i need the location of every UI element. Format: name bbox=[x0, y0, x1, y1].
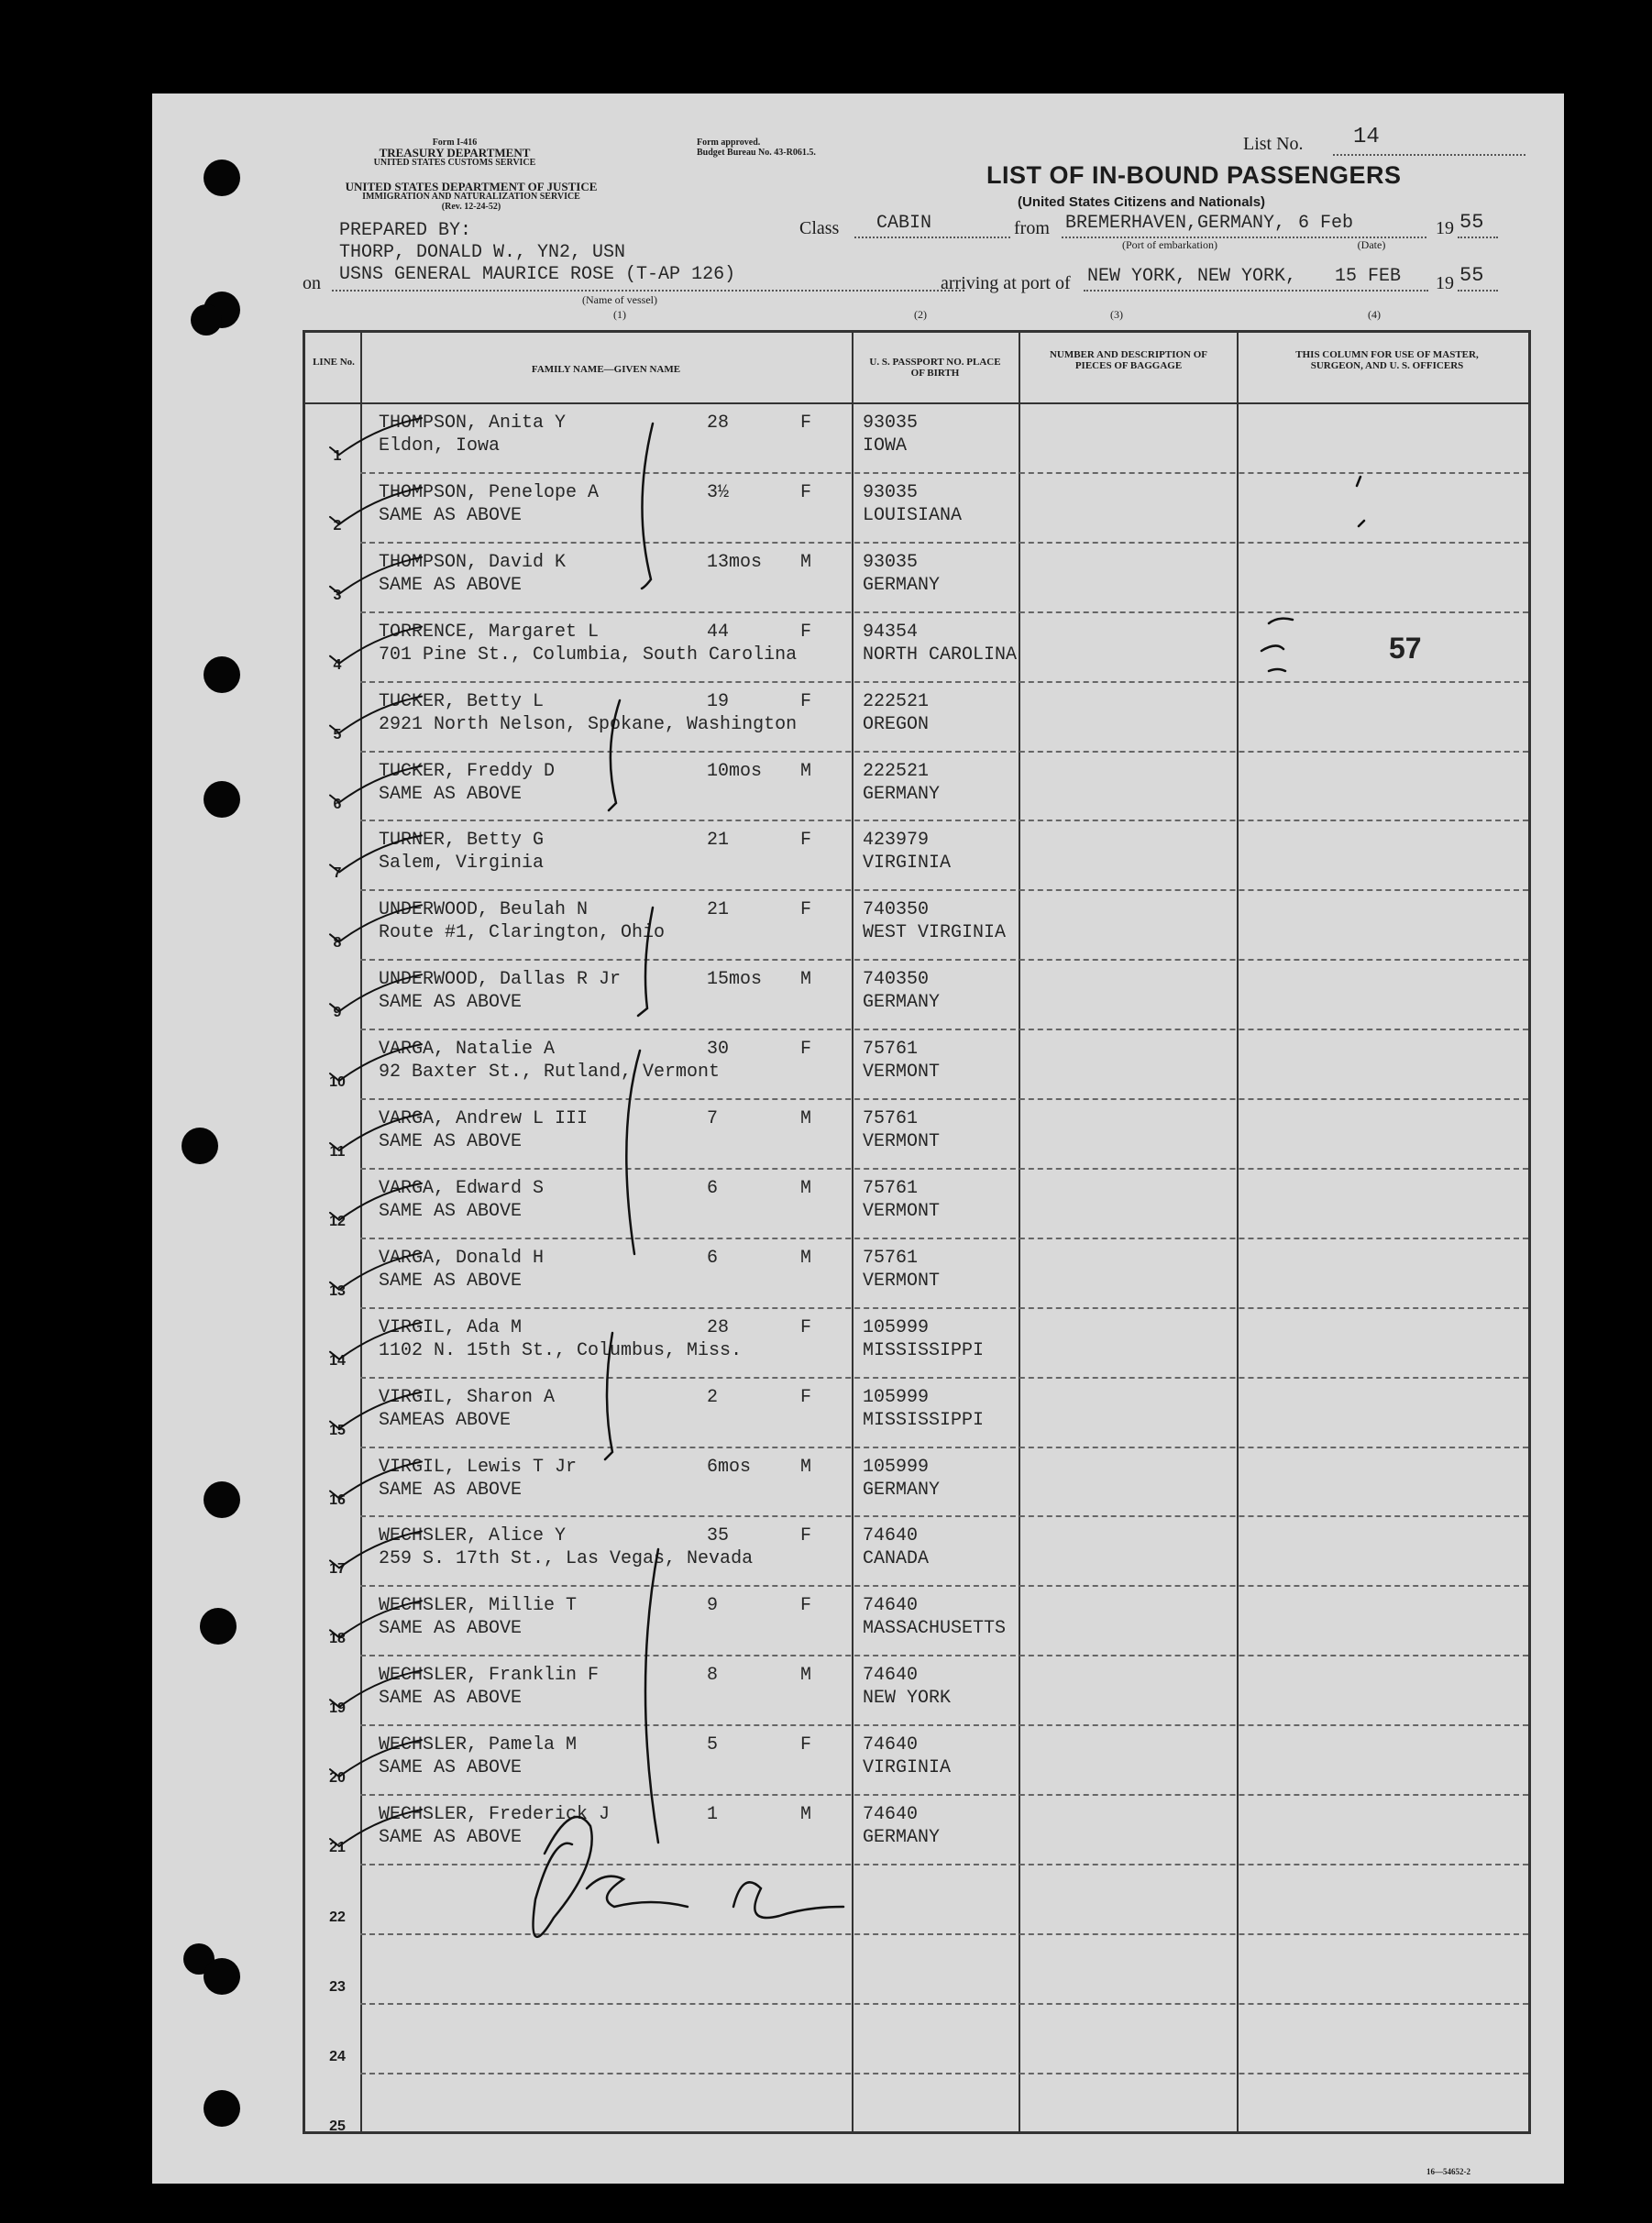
line-number: 21 bbox=[329, 1840, 346, 1855]
age: 8 bbox=[707, 1665, 719, 1687]
family-given-name: TUCKER, Betty L bbox=[379, 690, 545, 712]
passport-number: 93035 bbox=[863, 551, 919, 573]
year-prefix-2: 19 bbox=[1436, 273, 1454, 293]
punch-hole bbox=[182, 1128, 218, 1164]
table-row bbox=[305, 1798, 1528, 1867]
age: 28 bbox=[707, 1316, 730, 1338]
sex: F bbox=[800, 1595, 812, 1617]
passport-number: 74640 bbox=[863, 1595, 919, 1617]
sex: F bbox=[800, 899, 812, 921]
punch-hole bbox=[191, 304, 222, 336]
passport-number: 222521 bbox=[863, 760, 930, 782]
line-number: 13 bbox=[329, 1282, 346, 1299]
sex: M bbox=[800, 1665, 812, 1687]
table-row bbox=[305, 1589, 1528, 1658]
ins-service: IMMIGRATION AND NATURALIZATION SERVICE bbox=[362, 192, 580, 202]
line-number: 17 bbox=[329, 1561, 346, 1578]
age: 9 bbox=[707, 1595, 719, 1617]
family-given-name: VIRGIL, Sharon A bbox=[379, 1386, 556, 1408]
place-of-birth: MASSACHUSETTS bbox=[863, 1618, 1007, 1640]
row-divider bbox=[360, 611, 1528, 613]
table-row bbox=[305, 1032, 1528, 1102]
arrival-port: NEW YORK, NEW YORK, bbox=[1087, 266, 1297, 287]
line-number: 16 bbox=[329, 1491, 346, 1508]
address: 701 Pine St., Columbia, South Carolina bbox=[379, 644, 798, 666]
line-number: 20 bbox=[329, 1770, 346, 1787]
budget-bureau: Budget Bureau No. 43-R061.5. bbox=[697, 148, 816, 158]
year-1-line bbox=[1458, 237, 1498, 238]
age: 21 bbox=[707, 899, 730, 921]
sex: M bbox=[800, 551, 812, 573]
vessel-name: USNS GENERAL MAURICE ROSE (T-AP 126) bbox=[339, 264, 736, 285]
treasury-dept: TREASURY DEPARTMENT bbox=[379, 146, 531, 160]
age: 13mos bbox=[707, 551, 763, 573]
passport-number: 74640 bbox=[863, 1804, 919, 1825]
family-given-name: WECHSLER, Alice Y bbox=[379, 1525, 567, 1547]
age: 7 bbox=[707, 1108, 719, 1129]
line-number: 22 bbox=[329, 1909, 346, 1925]
place-of-birth: GERMANY bbox=[863, 783, 941, 805]
justice-block bbox=[297, 182, 645, 212]
address: SAME AS ABOVE bbox=[379, 1200, 523, 1222]
sex: M bbox=[800, 1177, 812, 1199]
arrival-line bbox=[1084, 290, 1428, 292]
address: SAME AS ABOVE bbox=[379, 992, 523, 1014]
family-given-name: TURNER, Betty G bbox=[379, 830, 545, 852]
punch-hole bbox=[204, 656, 240, 693]
table-row bbox=[305, 1311, 1528, 1381]
year-1: 55 bbox=[1459, 211, 1484, 234]
place-of-birth: CANADA bbox=[863, 1548, 930, 1570]
place-of-birth: MISSISSIPPI bbox=[863, 1409, 985, 1431]
age: 10mos bbox=[707, 760, 763, 782]
family-given-name: WECHSLER, Frederick J bbox=[379, 1804, 611, 1825]
age: 3½ bbox=[707, 481, 730, 503]
sex: F bbox=[800, 413, 812, 434]
line-number: 23 bbox=[329, 1978, 346, 1995]
age: 30 bbox=[707, 1039, 730, 1061]
table-row bbox=[305, 1867, 1528, 1937]
passport-number: 423979 bbox=[863, 830, 930, 852]
place-of-birth: GERMANY bbox=[863, 992, 941, 1014]
sex: F bbox=[800, 1734, 812, 1756]
address: SAME AS ABOVE bbox=[379, 783, 523, 805]
passport-number: 75761 bbox=[863, 1039, 919, 1061]
family-given-name: THOMPSON, Anita Y bbox=[379, 413, 567, 434]
table-row bbox=[305, 1728, 1528, 1798]
passport-number: 93035 bbox=[863, 481, 919, 503]
address: 92 Baxter St., Rutland, Vermont bbox=[379, 1062, 721, 1084]
family-given-name: WECHSLER, Franklin F bbox=[379, 1665, 600, 1687]
table-row bbox=[305, 1519, 1528, 1589]
page-title: LIST OF IN-BOUND PASSENGERS bbox=[986, 161, 1402, 189]
list-no-value: 14 bbox=[1353, 125, 1380, 149]
sex: M bbox=[800, 1247, 812, 1269]
place-of-birth: VERMONT bbox=[863, 1131, 941, 1152]
row-divider bbox=[360, 1029, 1528, 1030]
form-approved: Form approved. bbox=[697, 138, 761, 148]
sex: M bbox=[800, 1456, 812, 1478]
passport-number: 105999 bbox=[863, 1386, 930, 1408]
handwritten-annotation: 57 bbox=[1389, 632, 1422, 665]
age: 21 bbox=[707, 830, 730, 852]
row-divider bbox=[360, 1585, 1528, 1587]
line-number: 12 bbox=[329, 1213, 346, 1229]
age: 35 bbox=[707, 1525, 730, 1547]
header-divider bbox=[305, 402, 1528, 404]
table-row bbox=[305, 754, 1528, 824]
row-divider bbox=[360, 1307, 1528, 1309]
class-line bbox=[854, 237, 1010, 238]
preparer-name: THORP, DONALD W., YN2, USN bbox=[339, 242, 626, 263]
line-number: 25 bbox=[329, 2118, 346, 2134]
address: 2921 North Nelson, Spokane, Washington bbox=[379, 713, 798, 735]
line-number: 11 bbox=[329, 1144, 346, 1160]
sex: F bbox=[800, 690, 812, 712]
age: 5 bbox=[707, 1734, 719, 1756]
row-divider bbox=[360, 2003, 1528, 2005]
table-row bbox=[305, 1102, 1528, 1172]
list-no-line bbox=[1333, 154, 1525, 156]
place-of-birth: GERMANY bbox=[863, 574, 941, 596]
age: 6 bbox=[707, 1247, 719, 1269]
place-of-birth: VIRGINIA bbox=[863, 853, 952, 875]
row-divider bbox=[360, 542, 1528, 544]
page-subtitle: (United States Citizens and Nationals) bbox=[1018, 194, 1266, 210]
family-given-name: WECHSLER, Pamela M bbox=[379, 1734, 578, 1756]
row-divider bbox=[360, 1864, 1528, 1865]
table-row bbox=[305, 406, 1528, 476]
passport-number: 222521 bbox=[863, 690, 930, 712]
col-name: FAMILY NAME—GIVEN NAME bbox=[531, 364, 681, 375]
table-row bbox=[305, 2007, 1528, 2076]
row-divider bbox=[360, 820, 1528, 821]
age: 6mos bbox=[707, 1456, 752, 1478]
footer-code: 16—54652-2 bbox=[1426, 2167, 1470, 2176]
address: SAME AS ABOVE bbox=[379, 1131, 523, 1152]
row-divider bbox=[360, 1168, 1528, 1170]
col-num-3: (3) bbox=[1110, 308, 1123, 321]
row-divider bbox=[360, 1238, 1528, 1239]
row-divider bbox=[360, 1794, 1528, 1796]
place-of-birth: VIRGINIA bbox=[863, 1757, 952, 1779]
place-of-birth: VERMONT bbox=[863, 1200, 941, 1222]
sex: F bbox=[800, 481, 812, 503]
place-of-birth: OREGON bbox=[863, 713, 930, 735]
punch-hole bbox=[204, 160, 240, 196]
list-no-label: List No. bbox=[1243, 134, 1304, 154]
row-divider bbox=[360, 2073, 1528, 2074]
age: 6 bbox=[707, 1177, 719, 1199]
vessel-caption: (Name of vessel) bbox=[582, 293, 657, 306]
passport-number: 75761 bbox=[863, 1247, 919, 1269]
table-row bbox=[305, 615, 1528, 685]
line-number: 8 bbox=[333, 935, 342, 952]
line-number: 14 bbox=[329, 1352, 346, 1369]
arriving-label: arriving at port of bbox=[941, 273, 1071, 293]
prepared-by-label: PREPARED BY: bbox=[339, 220, 472, 241]
line-number: 2 bbox=[333, 517, 342, 534]
form-number: Form I-416 bbox=[432, 138, 478, 148]
row-divider bbox=[360, 1447, 1528, 1448]
line-number: 18 bbox=[329, 1631, 346, 1647]
row-divider bbox=[360, 889, 1528, 891]
place-of-birth: GERMANY bbox=[863, 1827, 941, 1848]
address: SAME AS ABOVE bbox=[379, 1479, 523, 1501]
sex: M bbox=[800, 1804, 812, 1825]
table-row bbox=[305, 1450, 1528, 1520]
passport-number: 105999 bbox=[863, 1316, 930, 1338]
line-number: 9 bbox=[333, 1005, 342, 1021]
col-line-no: LINE No. bbox=[313, 357, 355, 368]
passport-number: 75761 bbox=[863, 1177, 919, 1199]
place-of-birth: LOUISIANA bbox=[863, 504, 963, 526]
row-divider bbox=[360, 1655, 1528, 1656]
age: 15mos bbox=[707, 969, 763, 991]
table-row bbox=[305, 893, 1528, 963]
age: 19 bbox=[707, 690, 730, 712]
age: 2 bbox=[707, 1386, 719, 1408]
punch-hole bbox=[200, 1608, 237, 1645]
punch-hole bbox=[204, 1481, 240, 1518]
row-divider bbox=[360, 1377, 1528, 1379]
sex: F bbox=[800, 1386, 812, 1408]
punch-hole bbox=[204, 2090, 240, 2127]
address: SAME AS ABOVE bbox=[379, 1757, 523, 1779]
embark-caption: (Port of embarkation) bbox=[1122, 238, 1217, 251]
sex: F bbox=[800, 621, 812, 643]
table-row bbox=[305, 545, 1528, 615]
place-of-birth: NORTH CAROLINA bbox=[863, 644, 1018, 666]
row-divider bbox=[360, 751, 1528, 753]
place-of-birth: VERMONT bbox=[863, 1270, 941, 1292]
family-given-name: TORRENCE, Margaret L bbox=[379, 621, 600, 643]
passenger-table bbox=[303, 330, 1531, 2134]
table-row bbox=[305, 823, 1528, 893]
justice-dept: UNITED STATES DEPARTMENT OF JUSTICE bbox=[345, 180, 598, 193]
vessel-col-num: (1) bbox=[613, 308, 626, 321]
table-row bbox=[305, 2076, 1528, 2146]
row-divider bbox=[360, 1515, 1528, 1517]
family-given-name: VIRGIL, Lewis T Jr bbox=[379, 1456, 578, 1478]
form-id-block bbox=[363, 138, 546, 168]
family-given-name: UNDERWOOD, Dallas R Jr bbox=[379, 969, 622, 991]
family-given-name: VARGA, Donald H bbox=[379, 1247, 545, 1269]
place-of-birth: MISSISSIPPI bbox=[863, 1339, 985, 1361]
family-given-name: VARGA, Andrew L III bbox=[379, 1108, 589, 1129]
address: Route #1, Clarington, Ohio bbox=[379, 922, 666, 944]
table-row bbox=[305, 1658, 1528, 1728]
line-number: 5 bbox=[333, 726, 342, 743]
punch-hole bbox=[204, 781, 240, 818]
row-divider bbox=[360, 959, 1528, 961]
col-num-2: (2) bbox=[914, 308, 927, 321]
family-given-name: THOMPSON, Penelope A bbox=[379, 481, 600, 503]
line-number: 7 bbox=[333, 865, 342, 882]
table-row bbox=[305, 963, 1528, 1032]
line-number: 15 bbox=[329, 1422, 346, 1438]
col-officers: THIS COLUMN FOR USE OF MASTER, SURGEON, AND U. S. OFFICERS bbox=[1295, 349, 1479, 371]
passport-number: 105999 bbox=[863, 1456, 930, 1478]
sex: M bbox=[800, 969, 812, 991]
on-label: on bbox=[303, 273, 321, 293]
embark-port: BREMERHAVEN,GERMANY, bbox=[1065, 213, 1286, 234]
address: Eldon, Iowa bbox=[379, 435, 501, 457]
row-divider bbox=[360, 472, 1528, 474]
place-of-birth: WEST VIRGINIA bbox=[863, 922, 1007, 944]
family-given-name: THOMPSON, David K bbox=[379, 551, 567, 573]
address: SAME AS ABOVE bbox=[379, 1688, 523, 1710]
class-value: CABIN bbox=[876, 213, 932, 234]
col-passport: U. S. PASSPORT NO. PLACE OF BIRTH bbox=[869, 357, 1001, 379]
row-divider bbox=[360, 681, 1528, 683]
row-divider bbox=[360, 1724, 1528, 1726]
sex: F bbox=[800, 830, 812, 852]
year-2-line bbox=[1458, 290, 1498, 292]
table-row bbox=[305, 1172, 1528, 1241]
line-number: 24 bbox=[329, 2048, 346, 2064]
address: SAME AS ABOVE bbox=[379, 574, 523, 596]
family-given-name: VARGA, Natalie A bbox=[379, 1039, 556, 1061]
age: 44 bbox=[707, 621, 730, 643]
row-divider bbox=[360, 1933, 1528, 1935]
address: SAME AS ABOVE bbox=[379, 1618, 523, 1640]
sex: F bbox=[800, 1316, 812, 1338]
place-of-birth: VERMONT bbox=[863, 1062, 941, 1084]
class-label: Class bbox=[799, 218, 840, 238]
line-number: 6 bbox=[333, 796, 342, 812]
sex: F bbox=[800, 1525, 812, 1547]
passport-number: 74640 bbox=[863, 1734, 919, 1756]
revision-date: (Rev. 12-24-52) bbox=[441, 202, 501, 212]
place-of-birth: GERMANY bbox=[863, 1479, 941, 1501]
family-given-name: TUCKER, Freddy D bbox=[379, 760, 556, 782]
passport-number: 94354 bbox=[863, 621, 919, 643]
family-given-name: UNDERWOOD, Beulah N bbox=[379, 899, 589, 921]
vessel-line bbox=[332, 290, 964, 292]
date-caption: (Date) bbox=[1357, 238, 1386, 251]
address: 1102 N. 15th St., Columbus, Miss. bbox=[379, 1339, 743, 1361]
place-of-birth: IOWA bbox=[863, 435, 908, 457]
table-row bbox=[305, 1381, 1528, 1450]
approval-block bbox=[697, 138, 816, 158]
line-number: 1 bbox=[333, 448, 342, 464]
address: Salem, Virginia bbox=[379, 853, 545, 875]
family-given-name: VARGA, Edward S bbox=[379, 1177, 545, 1199]
address: SAME AS ABOVE bbox=[379, 1827, 523, 1848]
table-row bbox=[305, 1241, 1528, 1311]
sex: M bbox=[800, 1108, 812, 1129]
year-prefix-1: 19 bbox=[1436, 218, 1454, 238]
line-number: 3 bbox=[333, 587, 342, 603]
place-of-birth: NEW YORK bbox=[863, 1688, 952, 1710]
sex: M bbox=[800, 760, 812, 782]
table-row bbox=[305, 476, 1528, 545]
family-given-name: WECHSLER, Millie T bbox=[379, 1595, 578, 1617]
address: SAME AS ABOVE bbox=[379, 504, 523, 526]
address: SAMEAS ABOVE bbox=[379, 1409, 512, 1431]
row-divider bbox=[360, 1098, 1528, 1100]
passport-number: 740350 bbox=[863, 899, 930, 921]
table-row bbox=[305, 685, 1528, 754]
sex: F bbox=[800, 1039, 812, 1061]
customs-service: UNITED STATES CUSTOMS SERVICE bbox=[373, 158, 536, 168]
passport-number: 93035 bbox=[863, 413, 919, 434]
line-number: 4 bbox=[333, 656, 342, 673]
punch-hole bbox=[204, 1958, 240, 1995]
year-2: 55 bbox=[1459, 264, 1484, 287]
age: 1 bbox=[707, 1804, 719, 1825]
address: SAME AS ABOVE bbox=[379, 1270, 523, 1292]
passport-number: 75761 bbox=[863, 1108, 919, 1129]
col-num-4: (4) bbox=[1368, 308, 1381, 321]
passport-number: 74640 bbox=[863, 1665, 919, 1687]
passport-number: 74640 bbox=[863, 1525, 919, 1547]
line-number: 10 bbox=[329, 1074, 346, 1091]
col-baggage: NUMBER AND DESCRIPTION OF PIECES OF BAGGAGE bbox=[1049, 349, 1208, 371]
passport-number: 740350 bbox=[863, 969, 930, 991]
line-number: 19 bbox=[329, 1700, 346, 1717]
age: 28 bbox=[707, 413, 730, 434]
table-row bbox=[305, 1937, 1528, 2007]
from-label: from bbox=[1014, 218, 1050, 238]
embark-date: 6 Feb bbox=[1298, 213, 1354, 234]
address: 259 S. 17th St., Las Vegas, Nevada bbox=[379, 1548, 754, 1570]
arrival-date: 15 FEB bbox=[1335, 266, 1402, 287]
family-given-name: VIRGIL, Ada M bbox=[379, 1316, 523, 1338]
